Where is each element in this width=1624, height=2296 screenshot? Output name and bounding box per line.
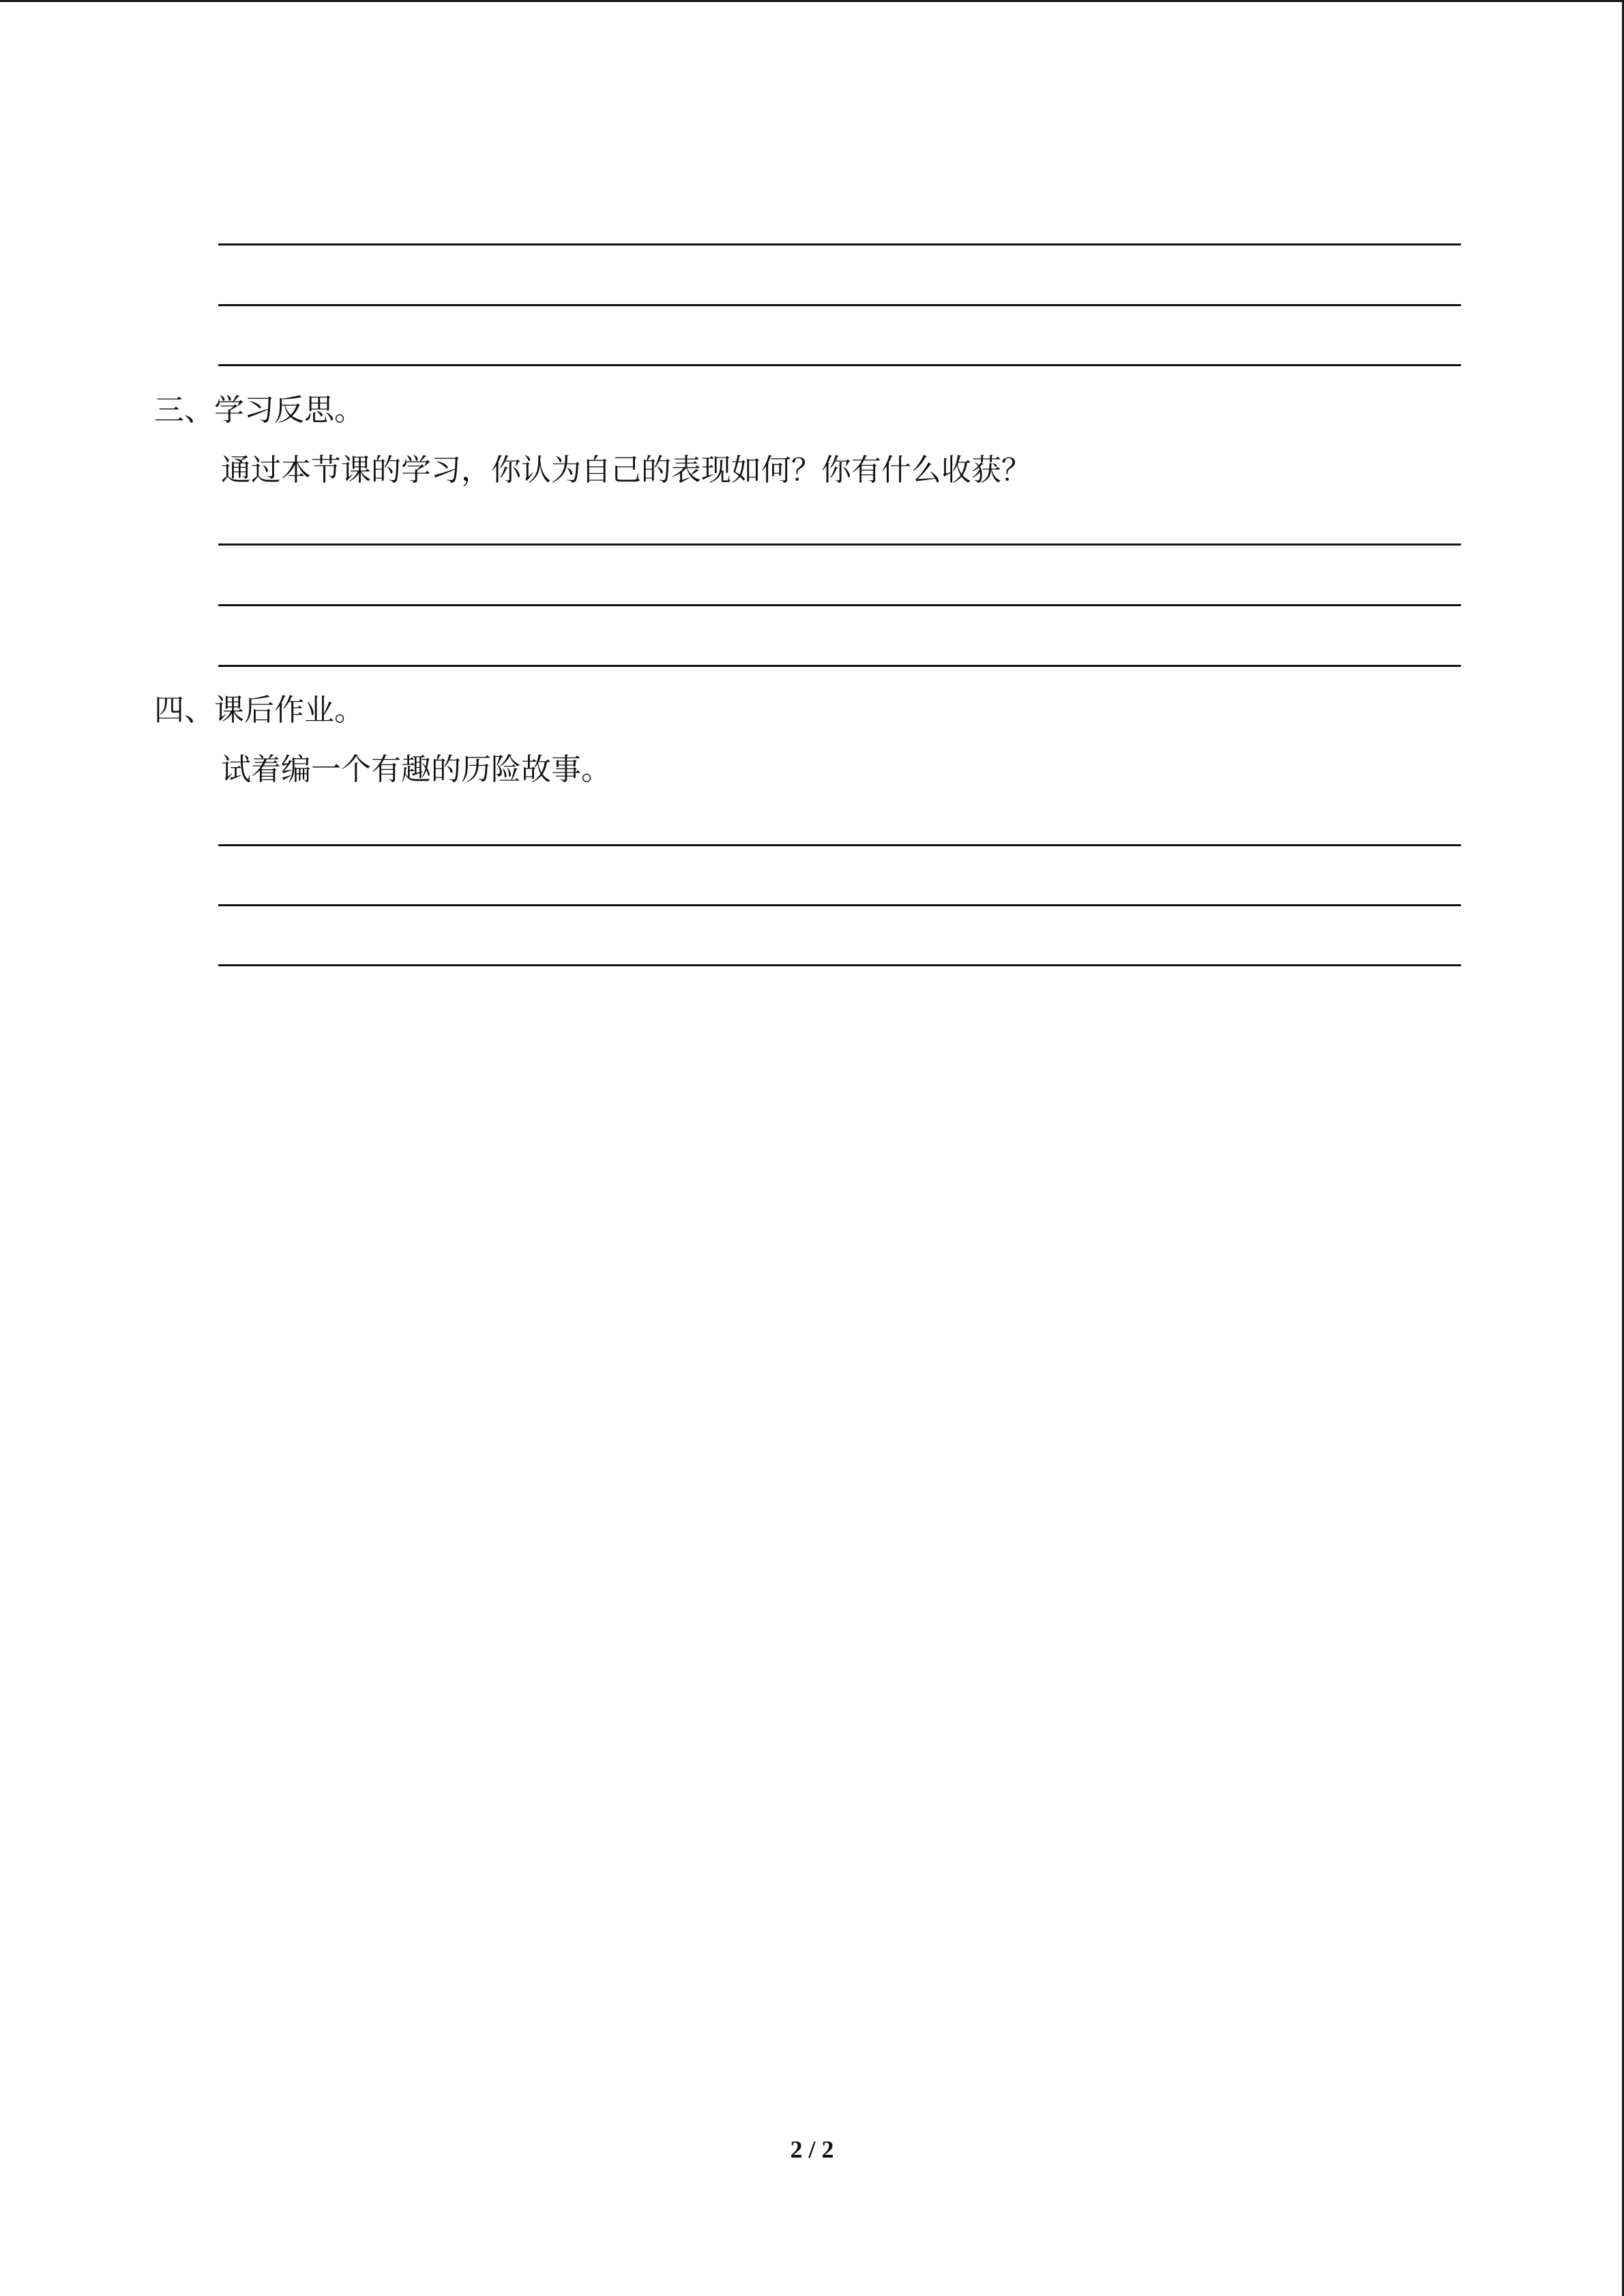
answer-line <box>218 604 1461 606</box>
section-heading-homework: 四、课后作业。 <box>154 693 364 728</box>
section-heading-reflection: 三、学习反思。 <box>154 393 364 428</box>
answer-line <box>218 844 1461 846</box>
answer-line <box>218 543 1461 546</box>
answer-line <box>218 364 1461 366</box>
section-prompt-homework: 试着编一个有趣的历险故事。 <box>221 752 611 787</box>
section-prompt-reflection: 通过本节课的学习，你认为自己的表现如何？你有什么收获？ <box>221 453 1031 488</box>
page-number: 2 / 2 <box>790 2136 834 2163</box>
answer-line <box>218 304 1461 306</box>
answer-line <box>218 904 1461 906</box>
answer-line <box>218 243 1461 245</box>
answer-line <box>218 665 1461 667</box>
answer-line <box>218 964 1461 966</box>
